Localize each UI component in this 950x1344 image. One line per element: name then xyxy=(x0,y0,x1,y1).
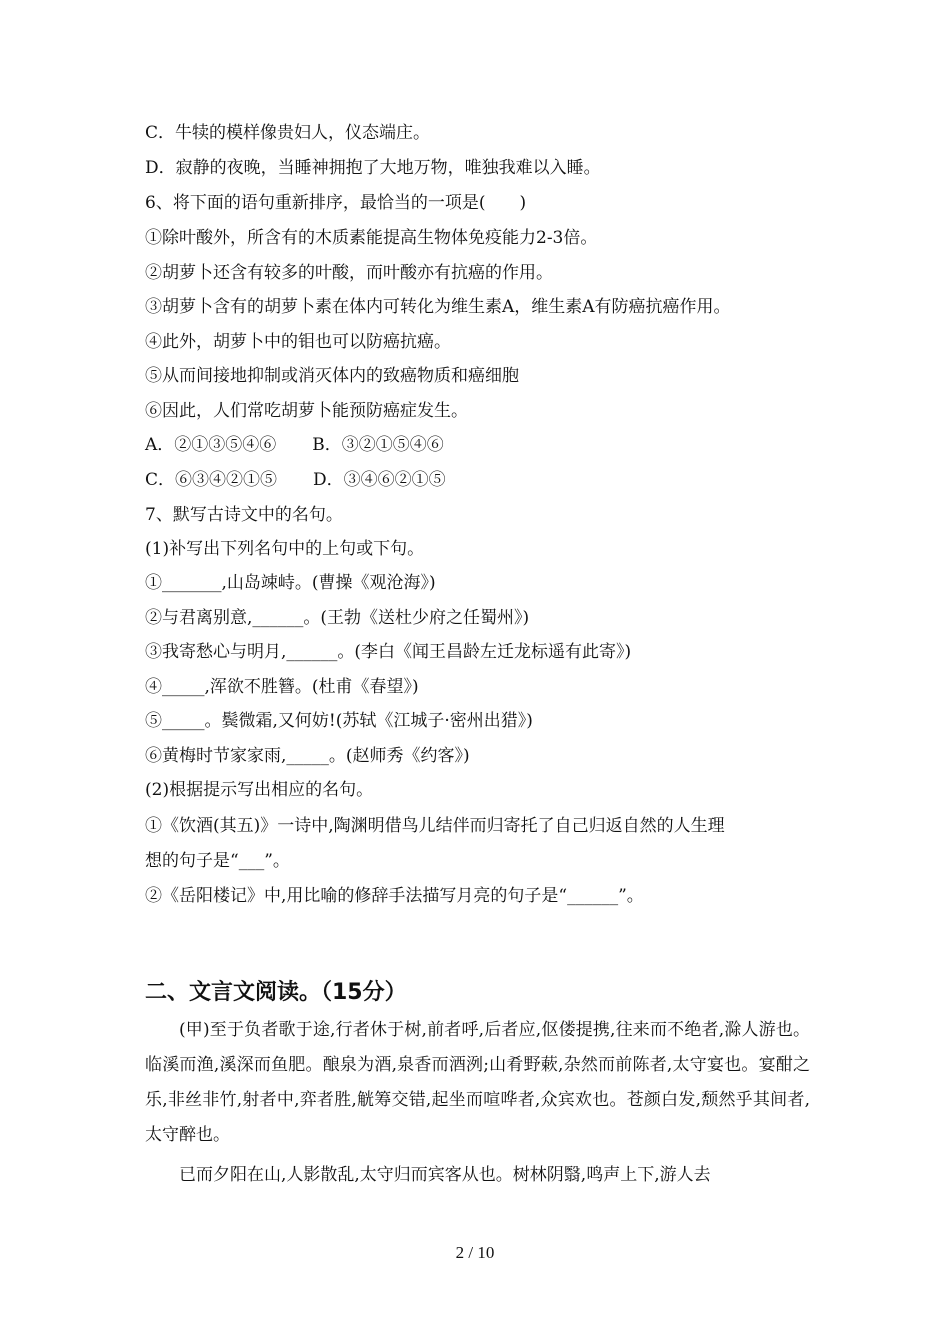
question-6-sentence-4: ④此外，胡萝卜中的钼也可以防癌抗癌。 xyxy=(145,332,451,352)
question-7-part-1-item-6: ⑥黄梅时节家家雨,_____。(赵师秀《约客》) xyxy=(145,746,470,766)
question-6-option-b: B．③②①⑤④⑥ xyxy=(312,435,444,455)
question-7-part-1-item-2: ②与君离别意,______。(王勃《送杜少府之任蜀州》) xyxy=(145,608,530,628)
classical-passage-paragraph-1: (甲)至于负者歌于途,行者休于树,前者呼,后者应,伛偻提携,往来而不绝者,滁人游也。临溪而渔,溪深而鱼肥。酿泉为酒,泉香而酒洌;山肴野蔌,杂然而前陈者,太守宴也。宴酣之乐,非丝非竹,射者中,弈者胜,觥筹交错,起坐而喧哗者,众宾欢也。苍颜白发,颓然乎其间者,太守醉也。 xyxy=(145,1020,810,1145)
classical-passage-paragraph-2: 已而夕阳在山,人影散乱,太守归而宾客从也。树林阴翳,鸣声上下,游人去 xyxy=(179,1165,711,1185)
question-6-stem: 6、将下面的语句重新排序，最恰当的一项是( ) xyxy=(145,193,527,213)
section-2-heading: 二、文言文阅读。（15分） xyxy=(145,980,407,1005)
question-7-part-1-item-3: ③我寄愁心与明月,______。(李白《闻王昌龄左迁龙标遥有此寄》) xyxy=(145,642,632,662)
question-6-options-row-1 xyxy=(145,434,815,456)
question-7-part-2-item-1-line-1: ①《饮酒(其五)》一诗中,陶渊明借鸟儿结伴而归寄托了自己归返自然的人生理 xyxy=(145,816,725,836)
question-7-part-1-stem: (1)补写出下列名句中的上句或下句。 xyxy=(145,539,425,559)
question-6-option-a: A．②①③⑤④⑥ xyxy=(145,435,277,455)
question-7-part-2-item-1-line-2: 想的句子是“___”。 xyxy=(145,851,290,871)
question-7-part-1-item-5: ⑤_____。鬓微霜,又何妨!(苏轼《江城子·密州出猎》) xyxy=(145,711,533,731)
page-number: 2 / 10 xyxy=(455,1243,495,1262)
question-6-sentence-3: ③胡萝卜含有的胡萝卜素在体内可转化为维生素A，维生素A有防癌抗癌作用。 xyxy=(145,297,731,317)
question-7-part-2-stem: (2)根据提示写出相应的名句。 xyxy=(145,780,374,800)
question-5-option-c: C．牛犊的模样像贵妇人，仪态端庄。 xyxy=(145,123,431,143)
question-7-part-2-item-2: ②《岳阳楼记》中,用比喻的修辞手法描写月亮的句子是“______”。 xyxy=(145,886,644,906)
question-7-part-1-item-4: ④_____,浑欲不胜簪。(杜甫《春望》) xyxy=(145,677,419,697)
question-7-part-1-item-1: ①_______,山岛竦峙。(曹操《观沧海》) xyxy=(145,573,436,593)
question-6-sentence-5: ⑤从而间接地抑制或消灭体内的致癌物质和癌细胞 xyxy=(145,366,519,386)
question-6-sentence-6: ⑥因此，人们常吃胡萝卜能预防癌症发生。 xyxy=(145,401,468,421)
question-6-option-c: C．⑥③④②①⑤ xyxy=(145,470,278,490)
question-6-options-row-2 xyxy=(145,469,815,491)
question-7-stem: 7、默写古诗文中的名句。 xyxy=(145,505,343,525)
question-6-option-d: D．③④⑥②①⑤ xyxy=(313,470,446,490)
question-6-sentence-1: ①除叶酸外，所含有的木质素能提高生物体免疫能力2-3倍。 xyxy=(145,228,598,248)
question-6-sentence-2: ②胡萝卜还含有较多的叶酸，而叶酸亦有抗癌的作用。 xyxy=(145,263,553,283)
question-5-option-d: D．寂静的夜晚，当睡神拥抱了大地万物，唯独我难以入睡。 xyxy=(145,158,601,178)
